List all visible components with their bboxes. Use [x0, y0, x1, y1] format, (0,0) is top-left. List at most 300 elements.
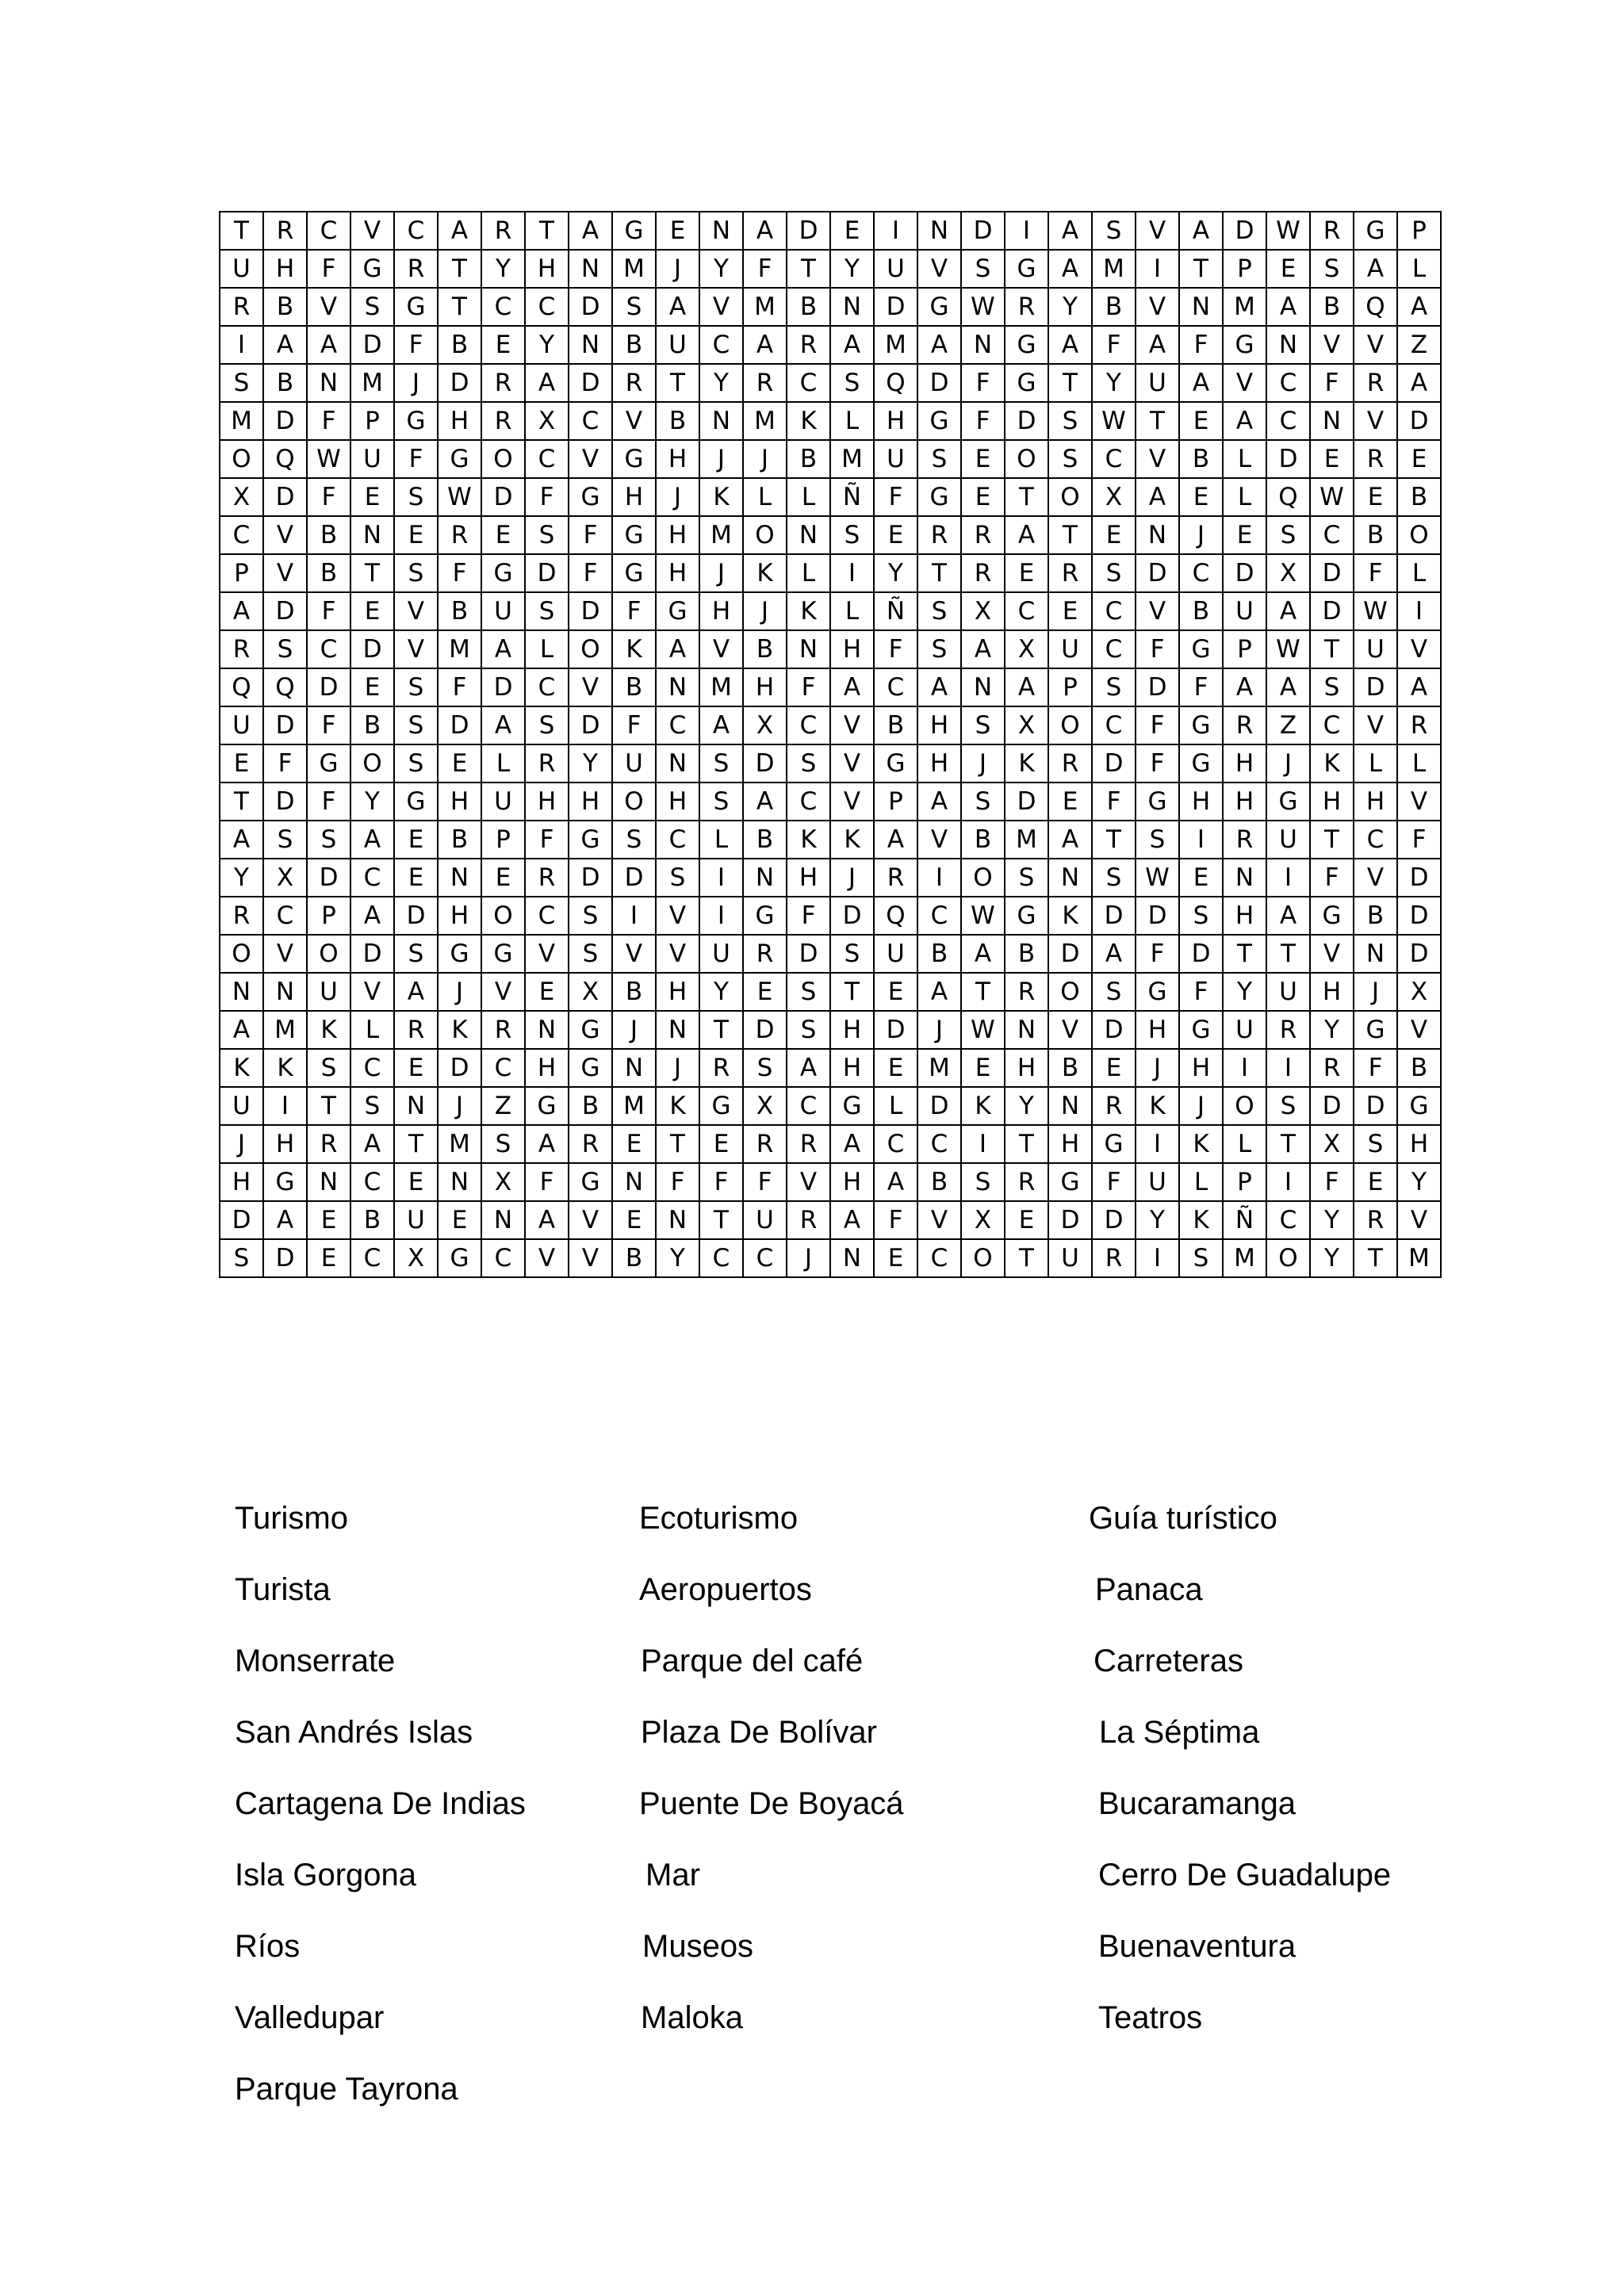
grid-cell: O — [569, 630, 612, 668]
grid-cell: W — [1266, 630, 1310, 668]
grid-cell: N — [1310, 402, 1354, 440]
grid-cell: G — [612, 554, 656, 592]
grid-cell: V — [1136, 440, 1179, 478]
grid-cell: E — [1397, 440, 1441, 478]
grid-cell: F — [1310, 859, 1354, 897]
grid-cell: X — [569, 973, 612, 1011]
grid-cell: Z — [1397, 326, 1441, 364]
grid-cell: M — [917, 1049, 961, 1087]
grid-cell: H — [917, 744, 961, 783]
grid-cell: V — [263, 935, 307, 973]
grid-row — [220, 668, 1441, 706]
grid-cell: B — [438, 326, 481, 364]
grid-cell: G — [1179, 744, 1223, 783]
grid-cell: B — [438, 592, 481, 630]
grid-cell: S — [1092, 973, 1136, 1011]
grid-cell: Y — [1048, 288, 1092, 326]
grid-cell: J — [656, 478, 699, 516]
grid-cell: G — [307, 744, 350, 783]
grid-cell: S — [394, 935, 438, 973]
grid-cell: R — [1092, 1239, 1136, 1277]
grid-cell: A — [917, 973, 961, 1011]
grid-cell: R — [220, 630, 263, 668]
grid-cell: X — [1005, 706, 1048, 744]
grid-cell: T — [1266, 935, 1310, 973]
grid-cell: D — [307, 668, 350, 706]
grid-cell: R — [1397, 706, 1441, 744]
grid-cell: S — [1179, 1239, 1223, 1277]
grid-cell: F — [438, 554, 481, 592]
grid-cell: B — [569, 1087, 612, 1125]
grid-cell: C — [1092, 630, 1136, 668]
grid-cell: A — [220, 1011, 263, 1049]
grid-cell: D — [1136, 897, 1179, 935]
grid-cell: A — [220, 821, 263, 859]
grid-cell: E — [830, 212, 874, 250]
grid-cell: R — [220, 897, 263, 935]
grid-cell: L — [1397, 744, 1441, 783]
grid-cell: V — [917, 250, 961, 288]
grid-cell: P — [1223, 1163, 1266, 1201]
grid-cell: N — [1354, 935, 1397, 973]
word-list-item: Puente De Boyacá — [639, 1786, 904, 1821]
grid-cell: B — [743, 630, 787, 668]
grid-cell: A — [1397, 364, 1441, 402]
grid-cell: H — [438, 402, 481, 440]
grid-cell: J — [743, 440, 787, 478]
grid-cell: N — [438, 859, 481, 897]
grid-cell: K — [1136, 1087, 1179, 1125]
grid-cell: U — [874, 250, 917, 288]
grid-cell: N — [350, 516, 394, 554]
grid-cell: E — [438, 1201, 481, 1239]
grid-cell: H — [1005, 1049, 1048, 1087]
grid-cell: S — [1048, 440, 1092, 478]
grid-cell: D — [1136, 668, 1179, 706]
grid-row — [220, 326, 1441, 364]
grid-cell: W — [1266, 212, 1310, 250]
grid-cell: J — [438, 1087, 481, 1125]
grid-cell: F — [263, 744, 307, 783]
grid-cell: S — [1179, 897, 1223, 935]
grid-cell: C — [525, 668, 569, 706]
grid-cell: T — [1223, 935, 1266, 973]
grid-cell: D — [787, 212, 830, 250]
grid-cell: D — [1005, 783, 1048, 821]
grid-cell: U — [220, 706, 263, 744]
grid-cell: C — [917, 1125, 961, 1163]
grid-cell: B — [1048, 1049, 1092, 1087]
grid-cell: B — [656, 402, 699, 440]
grid-cell: E — [1179, 859, 1223, 897]
grid-cell: W — [961, 1011, 1005, 1049]
grid-cell: A — [1397, 668, 1441, 706]
grid-cell: D — [1223, 212, 1266, 250]
grid-cell: E — [307, 1239, 350, 1277]
grid-cell: D — [830, 897, 874, 935]
grid-cell: E — [1005, 1201, 1048, 1239]
grid-cell: N — [656, 1201, 699, 1239]
grid-cell: C — [787, 1087, 830, 1125]
grid-cell: G — [438, 1239, 481, 1277]
grid-cell: I — [1266, 859, 1310, 897]
grid-cell: G — [1179, 706, 1223, 744]
grid-cell: C — [699, 1239, 743, 1277]
grid-cell: O — [220, 935, 263, 973]
grid-cell: H — [787, 859, 830, 897]
grid-cell: A — [394, 973, 438, 1011]
grid-cell: R — [1048, 744, 1092, 783]
grid-cell: U — [1223, 1011, 1266, 1049]
grid-cell: E — [350, 668, 394, 706]
grid-cell: U — [612, 744, 656, 783]
grid-cell: Y — [1310, 1201, 1354, 1239]
grid-cell: R — [525, 859, 569, 897]
grid-cell: F — [438, 668, 481, 706]
grid-cell: V — [569, 1239, 612, 1277]
grid-cell: L — [350, 1011, 394, 1049]
grid-cell: K — [1048, 897, 1092, 935]
grid-cell: Y — [699, 973, 743, 1011]
grid-cell: G — [1179, 630, 1223, 668]
grid-cell: G — [569, 478, 612, 516]
grid-cell: C — [525, 897, 569, 935]
grid-cell: L — [830, 402, 874, 440]
grid-cell: F — [307, 478, 350, 516]
grid-cell: S — [394, 744, 438, 783]
grid-cell: X — [1310, 1125, 1354, 1163]
grid-cell: J — [830, 859, 874, 897]
grid-cell: A — [481, 706, 525, 744]
grid-cell: T — [307, 1087, 350, 1125]
grid-cell: A — [220, 592, 263, 630]
grid-cell: W — [1354, 592, 1397, 630]
grid-cell: F — [612, 592, 656, 630]
grid-cell: E — [1005, 554, 1048, 592]
grid-cell: H — [1310, 973, 1354, 1011]
grid-cell: S — [787, 1011, 830, 1049]
grid-cell: P — [1223, 250, 1266, 288]
grid-cell: N — [1179, 288, 1223, 326]
grid-cell: V — [1354, 326, 1397, 364]
grid-cell: K — [787, 592, 830, 630]
grid-row — [220, 212, 1441, 250]
grid-cell: B — [1092, 288, 1136, 326]
grid-cell: Y — [830, 250, 874, 288]
grid-cell: S — [394, 706, 438, 744]
grid-cell: U — [220, 250, 263, 288]
grid-cell: R — [525, 744, 569, 783]
grid-cell: R — [1048, 554, 1092, 592]
grid-cell: I — [1266, 1163, 1310, 1201]
grid-cell: R — [481, 402, 525, 440]
grid-cell: U — [481, 783, 525, 821]
grid-cell: E — [874, 1239, 917, 1277]
grid-cell: K — [743, 554, 787, 592]
grid-cell: N — [1223, 859, 1266, 897]
grid-cell: I — [1223, 1049, 1266, 1087]
grid-cell: C — [1092, 592, 1136, 630]
grid-cell: J — [438, 973, 481, 1011]
grid-cell: M — [874, 326, 917, 364]
grid-cell: Q — [874, 897, 917, 935]
grid-cell: F — [1310, 364, 1354, 402]
grid-cell: J — [787, 1239, 830, 1277]
grid-cell: S — [1354, 1125, 1397, 1163]
grid-cell: S — [656, 859, 699, 897]
grid-cell: P — [220, 554, 263, 592]
grid-cell: N — [307, 364, 350, 402]
grid-cell: V — [917, 1201, 961, 1239]
grid-cell: W — [1092, 402, 1136, 440]
grid-row — [220, 706, 1441, 744]
grid-cell: Y — [525, 326, 569, 364]
grid-cell: X — [263, 859, 307, 897]
grid-cell: M — [438, 630, 481, 668]
grid-cell: R — [1354, 364, 1397, 402]
grid-cell: S — [569, 897, 612, 935]
grid-cell: G — [1048, 1163, 1092, 1201]
grid-cell: C — [481, 1239, 525, 1277]
grid-cell: H — [1223, 783, 1266, 821]
grid-cell: T — [830, 973, 874, 1011]
grid-cell: X — [743, 1087, 787, 1125]
grid-cell: A — [1354, 250, 1397, 288]
grid-row — [220, 402, 1441, 440]
grid-cell: A — [1266, 668, 1310, 706]
grid-cell: B — [874, 706, 917, 744]
grid-cell: J — [743, 592, 787, 630]
grid-cell: G — [569, 1011, 612, 1049]
grid-cell: D — [569, 706, 612, 744]
grid-cell: U — [481, 592, 525, 630]
grid-cell: T — [525, 212, 569, 250]
grid-cell: S — [394, 554, 438, 592]
grid-cell: T — [438, 288, 481, 326]
grid-cell: F — [874, 478, 917, 516]
grid-cell: A — [830, 1201, 874, 1239]
grid-cell: H — [917, 706, 961, 744]
grid-cell: C — [917, 1239, 961, 1277]
grid-cell: U — [656, 326, 699, 364]
grid-cell: A — [1092, 935, 1136, 973]
grid-cell: F — [874, 1201, 917, 1239]
grid-cell: L — [787, 478, 830, 516]
grid-cell: A — [1048, 212, 1092, 250]
grid-cell: D — [743, 1011, 787, 1049]
grid-cell: S — [569, 935, 612, 973]
grid-cell: C — [656, 821, 699, 859]
grid-cell: B — [1005, 935, 1048, 973]
grid-cell: F — [1092, 783, 1136, 821]
grid-cell: I — [961, 1125, 1005, 1163]
grid-cell: F — [1092, 1163, 1136, 1201]
grid-cell: B — [263, 288, 307, 326]
grid-cell: T — [1179, 250, 1223, 288]
grid-cell: E — [1310, 440, 1354, 478]
grid-cell: V — [350, 973, 394, 1011]
grid-cell: G — [481, 935, 525, 973]
grid-cell: A — [1048, 250, 1092, 288]
grid-cell: E — [961, 1049, 1005, 1087]
grid-cell: S — [830, 935, 874, 973]
grid-row — [220, 440, 1441, 478]
grid-cell: L — [525, 630, 569, 668]
grid-cell: T — [1005, 1125, 1048, 1163]
grid-cell: L — [743, 478, 787, 516]
grid-cell: G — [1223, 326, 1266, 364]
word-list-item: Guía turístico — [1089, 1501, 1277, 1536]
grid-row — [220, 1011, 1441, 1049]
grid-cell: O — [307, 935, 350, 973]
grid-cell: A — [263, 326, 307, 364]
grid-cell: I — [1136, 1239, 1179, 1277]
grid-cell: E — [656, 212, 699, 250]
grid-cell: F — [1136, 706, 1179, 744]
grid-cell: A — [1005, 516, 1048, 554]
grid-row — [220, 364, 1441, 402]
grid-cell: X — [525, 402, 569, 440]
grid-cell: S — [307, 1049, 350, 1087]
grid-cell: D — [569, 288, 612, 326]
grid-cell: F — [874, 630, 917, 668]
grid-cell: G — [1092, 1125, 1136, 1163]
grid-cell: M — [1397, 1239, 1441, 1277]
grid-cell: U — [220, 1087, 263, 1125]
word-list-item: Museos — [642, 1929, 754, 1964]
grid-cell: R — [1266, 1011, 1310, 1049]
grid-cell: S — [1092, 668, 1136, 706]
grid-cell: T — [350, 554, 394, 592]
word-list-item: Maloka — [641, 2000, 743, 2035]
grid-cell: N — [961, 668, 1005, 706]
grid-cell: C — [350, 1049, 394, 1087]
grid-cell: A — [1179, 212, 1223, 250]
grid-cell: A — [350, 897, 394, 935]
grid-cell: E — [307, 1201, 350, 1239]
grid-cell: I — [699, 897, 743, 935]
grid-cell: S — [525, 516, 569, 554]
grid-cell: T — [1354, 1239, 1397, 1277]
grid-cell: V — [656, 935, 699, 973]
grid-cell: W — [1136, 859, 1179, 897]
grid-cell: C — [874, 668, 917, 706]
grid-cell: Q — [263, 668, 307, 706]
grid-cell: T — [656, 1125, 699, 1163]
grid-cell: H — [874, 402, 917, 440]
grid-cell: N — [1048, 859, 1092, 897]
grid-cell: F — [1354, 1049, 1397, 1087]
grid-cell: E — [1092, 516, 1136, 554]
grid-cell: F — [787, 668, 830, 706]
grid-cell: J — [1266, 744, 1310, 783]
grid-cell: R — [1354, 440, 1397, 478]
grid-row — [220, 592, 1441, 630]
grid-cell: D — [220, 1201, 263, 1239]
grid-row — [220, 1201, 1441, 1239]
word-list-item: Turista — [235, 1572, 331, 1607]
grid-cell: T — [1092, 821, 1136, 859]
word-list-item: Teatros — [1098, 2000, 1203, 2035]
grid-cell: X — [1092, 478, 1136, 516]
grid-cell: B — [307, 554, 350, 592]
grid-cell: D — [263, 706, 307, 744]
grid-cell: B — [612, 1239, 656, 1277]
grid-cell: C — [787, 364, 830, 402]
grid-cell: A — [699, 706, 743, 744]
grid-cell: N — [569, 326, 612, 364]
grid-cell: N — [656, 744, 699, 783]
grid-row — [220, 744, 1441, 783]
grid-cell: S — [525, 592, 569, 630]
grid-cell: R — [874, 859, 917, 897]
grid-cell: U — [1048, 1239, 1092, 1277]
grid-cell: B — [1354, 516, 1397, 554]
grid-cell: L — [1179, 1163, 1223, 1201]
grid-cell: C — [525, 440, 569, 478]
grid-cell: I — [1179, 821, 1223, 859]
grid-cell: J — [656, 1049, 699, 1087]
grid-cell: V — [612, 935, 656, 973]
grid-cell: B — [1179, 592, 1223, 630]
grid-row — [220, 1125, 1441, 1163]
grid-cell: R — [787, 326, 830, 364]
grid-cell: C — [1092, 440, 1136, 478]
grid-cell: D — [612, 859, 656, 897]
grid-cell: L — [1223, 1125, 1266, 1163]
grid-cell: G — [743, 897, 787, 935]
grid-cell: D — [438, 706, 481, 744]
grid-cell: E — [525, 973, 569, 1011]
grid-cell: O — [220, 440, 263, 478]
grid-cell: M — [830, 440, 874, 478]
grid-cell: T — [1005, 1239, 1048, 1277]
grid-cell: N — [787, 516, 830, 554]
grid-cell: E — [481, 326, 525, 364]
grid-cell: D — [350, 326, 394, 364]
grid-cell: U — [1266, 973, 1310, 1011]
grid-cell: D — [263, 402, 307, 440]
grid-cell: Y — [1223, 973, 1266, 1011]
grid-cell: Y — [1310, 1011, 1354, 1049]
grid-cell: Ñ — [830, 478, 874, 516]
grid-cell: H — [1354, 783, 1397, 821]
grid-cell: B — [612, 973, 656, 1011]
grid-cell: R — [917, 516, 961, 554]
grid-cell: E — [394, 1163, 438, 1201]
grid-cell: A — [525, 1201, 569, 1239]
grid-cell: D — [1354, 1087, 1397, 1125]
grid-cell: D — [307, 859, 350, 897]
grid-cell: V — [1136, 592, 1179, 630]
grid-cell: Ñ — [1223, 1201, 1266, 1239]
grid-cell: R — [1005, 973, 1048, 1011]
grid-cell: G — [1005, 250, 1048, 288]
grid-cell: V — [481, 973, 525, 1011]
grid-cell: F — [1397, 821, 1441, 859]
grid-row — [220, 516, 1441, 554]
grid-cell: M — [743, 288, 787, 326]
grid-cell: S — [961, 250, 1005, 288]
grid-cell: G — [1310, 897, 1354, 935]
grid-cell: Y — [569, 744, 612, 783]
grid-cell: R — [699, 1049, 743, 1087]
grid-cell: Y — [1005, 1087, 1048, 1125]
grid-cell: N — [612, 1049, 656, 1087]
grid-cell: A — [1048, 326, 1092, 364]
grid-cell: A — [1048, 821, 1092, 859]
word-search-grid — [219, 211, 1442, 1278]
